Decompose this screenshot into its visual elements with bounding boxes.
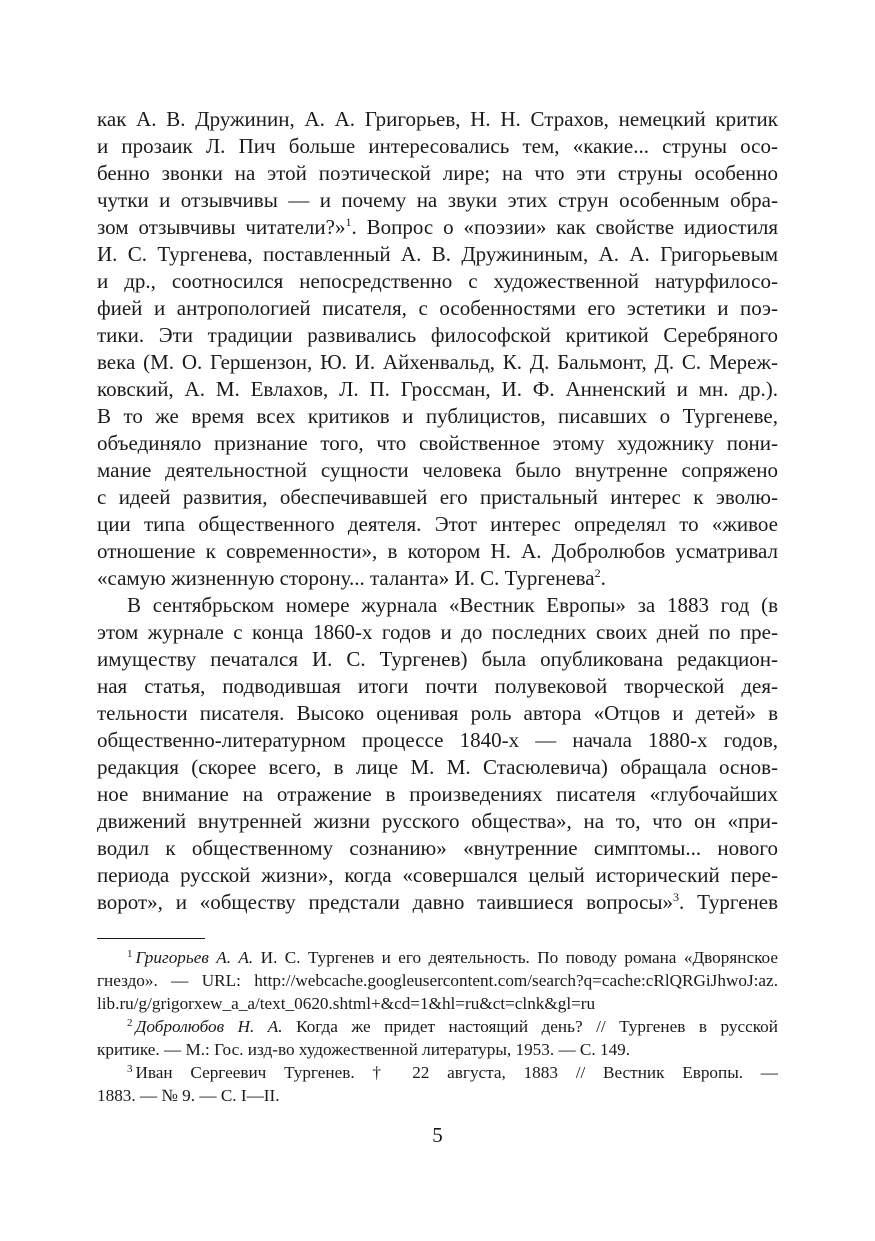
text-line: фией и антропологией писателя, с особенностями его эстетики и поэ- bbox=[97, 296, 778, 320]
footnote-3 bbox=[97, 1061, 778, 1107]
footnote-text: Иван Сергеевич Тургенев. † 22 августа, 1883 // Вестник Европы. — bbox=[135, 1063, 778, 1082]
text-line: ции типа общественного деятеля. Этот интерес определял то «живое bbox=[97, 512, 778, 536]
footnote-line bbox=[97, 946, 778, 969]
text-line: мание деятельностной сущности человека было внутренне сопряжено bbox=[97, 458, 778, 482]
text-line: века (М. О. Гершензон, Ю. И. Айхенвальд, К. Д. Бальмонт, Д. С. Мереж- bbox=[97, 350, 778, 374]
text-line: периода русской жизни», когда «совершался целый исторический пере- bbox=[97, 863, 778, 887]
text-line: ковский, А. М. Евлахов, Л. П. Гроссман, И. Ф. Анненский и мн. др.). bbox=[97, 377, 778, 401]
footnote-ref-3[interactable]: 3 bbox=[673, 890, 680, 904]
text-line: ное внимание на отражение в произведениях писателя «глубочайших bbox=[97, 782, 778, 806]
footnote-divider bbox=[97, 938, 205, 939]
footnote-line[interactable]: lib.ru/g/grigorxew_a_a/text_0620.shtml+&cd=1&hl=ru&ct=clnk&gl=ru bbox=[97, 994, 596, 1013]
footnote-line bbox=[97, 1015, 778, 1038]
text-line: ная статья, подводившая итоги почти полувековой творческой дея- bbox=[97, 674, 778, 698]
text-line bbox=[97, 889, 778, 916]
text-segment: . Вопрос о «поэзии» как свойстве идиостиля bbox=[351, 215, 778, 239]
text-segment: ворот», и «обществу предстали давно таившиеся вопросы» bbox=[97, 890, 674, 914]
text-line: как А. В. Дружинин, А. А. Григорьев, Н. Н. Страхов, немецкий критик bbox=[97, 107, 778, 131]
main-text bbox=[97, 106, 778, 916]
text-line: В то же время всех критиков и публицистов, писавших о Тургеневе, bbox=[97, 404, 778, 428]
footnote-line bbox=[97, 1061, 778, 1084]
footnote-author: Добролюбов Н. А. bbox=[135, 1017, 283, 1036]
footnote-ref-2[interactable]: 2 bbox=[594, 566, 601, 580]
text-line: И. С. Тургенева, поставленный А. В. Дружининым, А. А. Григорьевым bbox=[97, 242, 778, 266]
footnote-line: критике. — М.: Гос. изд-во художественной литературы, 1953. — С. 149. bbox=[97, 1040, 631, 1059]
text-line: общественно-литературном процессе 1840-х — начала 1880-х годов, bbox=[97, 728, 778, 752]
footnote-text: И. С. Тургенев и его деятельность. По поводу романа «Дворянское bbox=[253, 948, 778, 967]
text-line: отношение к современности», в котором Н. А. Добролюбов усматривал bbox=[97, 539, 778, 563]
text-line: с идеей развития, обеспечивавшей его пристальный интерес к эволю- bbox=[97, 485, 778, 509]
text-line: водил к общественному сознанию» «внутренние симптомы... нового bbox=[97, 836, 778, 860]
footnote-author: Григорьев А. А. bbox=[135, 948, 254, 967]
text-segment: . Тургенев bbox=[679, 890, 778, 914]
text-line: движений внутренней жизни русского общества», на то, что он «при- bbox=[97, 809, 778, 833]
text-line: чутки и отзывчивы — и почему на звуки этих струн особенным обра- bbox=[97, 188, 778, 212]
text-line: тельности писателя. Высоко оценивая роль автора «Отцов и детей» в bbox=[97, 701, 778, 725]
footnote-1 bbox=[97, 946, 778, 1015]
paragraph-2 bbox=[97, 592, 778, 916]
footnote-number: 2 bbox=[127, 1017, 133, 1029]
text-line: и прозаик Л. Пич больше интересовались тем, «какие... струны осо- bbox=[97, 134, 778, 158]
text-line: этом журнале с конца 1860-х годов и до последних своих дней по пре- bbox=[97, 620, 778, 644]
text-line: тики. Эти традиции развивались философской критикой Серебряного bbox=[97, 323, 778, 347]
text-line: имуществу печатался И. С. Тургенев) была опубликована редакцион- bbox=[97, 647, 778, 671]
footnote-2 bbox=[97, 1015, 778, 1061]
text-line bbox=[97, 214, 778, 241]
text-line: и др., соотносился непосредственно с художественной натурфилосо- bbox=[97, 269, 778, 293]
footnotes bbox=[97, 946, 778, 1107]
text-line bbox=[97, 565, 778, 592]
text-line: редакция (скорее всего, в лице М. М. Стасюлевича) обращала основ- bbox=[97, 755, 778, 779]
footnote-ref-1[interactable]: 1 bbox=[345, 215, 352, 229]
text-segment: зом отзывчивы читатели?» bbox=[97, 215, 346, 239]
footnote-line[interactable]: гнездо». — URL: http://webcache.googleusercontent.com/search?q=cache:cRlQRGiJhwoJ:az. bbox=[97, 971, 778, 990]
text-segment: . bbox=[600, 566, 606, 590]
page-number: 5 bbox=[432, 1123, 443, 1147]
text-line: объединяло признание того, что свойственное этому художнику пони- bbox=[97, 431, 778, 455]
footnote-number: 1 bbox=[127, 948, 133, 960]
text-line: В сентябрьском номере журнала «Вестник Европы» за 1883 год (в bbox=[127, 593, 778, 617]
text-segment: «самую жизненную сторону... таланта» И. С. Тургенева bbox=[97, 566, 595, 590]
footnote-line: 1883. — № 9. — С. I—II. bbox=[97, 1086, 280, 1105]
footnote-number: 3 bbox=[127, 1063, 133, 1075]
paragraph-1 bbox=[97, 106, 778, 592]
text-line: бенно звонки на этой поэтической лире; на что эти струны особенно bbox=[97, 161, 778, 185]
footnote-text: Когда же придет настоящий день? // Тургенев в русской bbox=[282, 1017, 778, 1036]
